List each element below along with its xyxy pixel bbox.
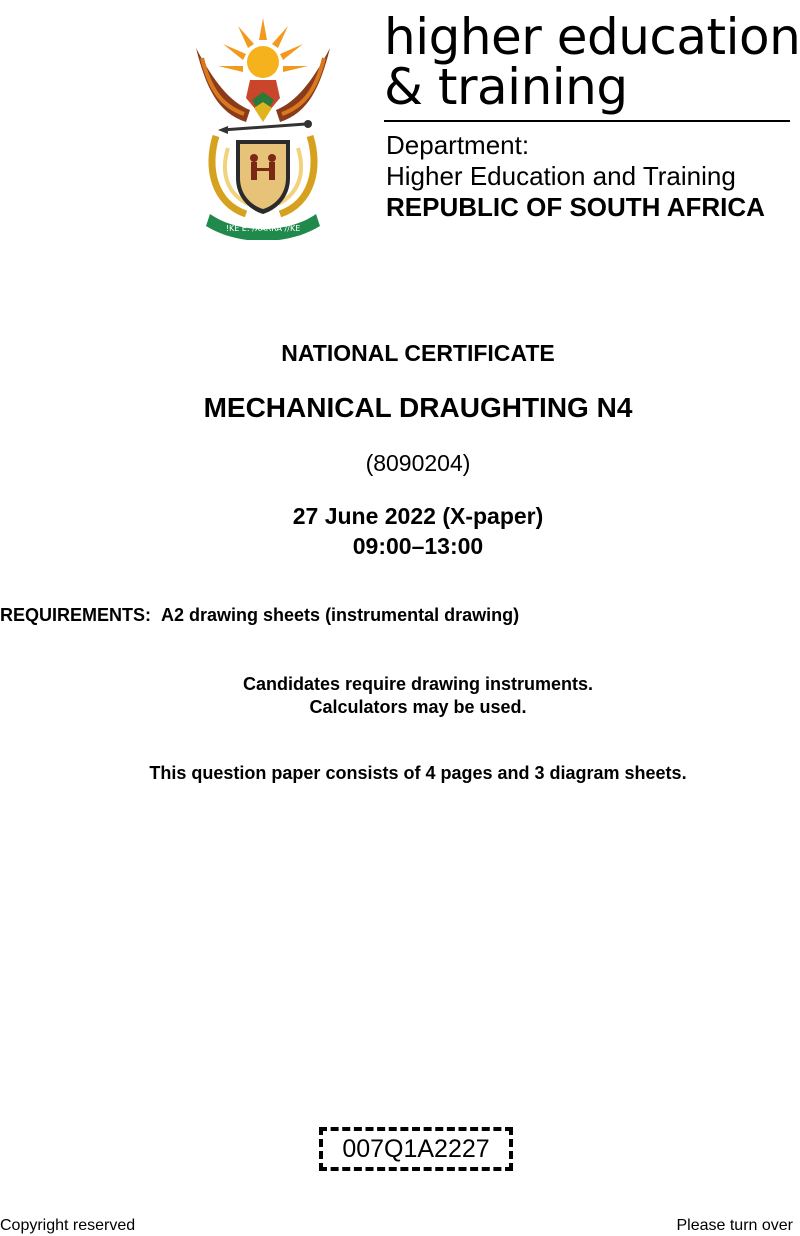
brand-title-line1: higher education bbox=[384, 8, 800, 66]
paper-code: 007Q1A2227 bbox=[342, 1134, 490, 1163]
requirements-line bbox=[0, 605, 519, 626]
department-label: Department: bbox=[386, 130, 530, 160]
footer-turn-over: Please turn over bbox=[676, 1217, 793, 1234]
brand-title-line2: & training bbox=[384, 58, 628, 116]
exam-time: 09:00–13:00 bbox=[352, 533, 484, 559]
certificate-title: NATIONAL CERTIFICATE bbox=[281, 340, 555, 366]
department-name: Higher Education and Training bbox=[386, 161, 736, 191]
subject-code: (8090204) bbox=[365, 450, 471, 476]
coat-of-arms-icon bbox=[188, 18, 338, 240]
motto-text: !KE E: /XARRA //KE bbox=[225, 224, 301, 233]
requirements-value: A2 drawing sheets (instrumental drawing) bbox=[161, 605, 520, 625]
subject-title: MECHANICAL DRAUGHTING N4 bbox=[203, 392, 633, 423]
brand-divider bbox=[384, 120, 790, 122]
paper-code-box bbox=[319, 1127, 513, 1171]
exam-date: 27 June 2022 (X-paper) bbox=[292, 503, 544, 529]
country-name: REPUBLIC OF SOUTH AFRICA bbox=[386, 192, 765, 222]
instruction-instruments: Candidates require drawing instruments. bbox=[242, 674, 594, 694]
footer-copyright: Copyright reserved bbox=[0, 1217, 136, 1234]
requirements-label: REQUIREMENTS: bbox=[0, 605, 152, 625]
page-count-statement: This question paper consists of 4 pages and 3 diagram sheets. bbox=[149, 763, 687, 783]
instruction-calculators: Calculators may be used. bbox=[309, 697, 527, 717]
